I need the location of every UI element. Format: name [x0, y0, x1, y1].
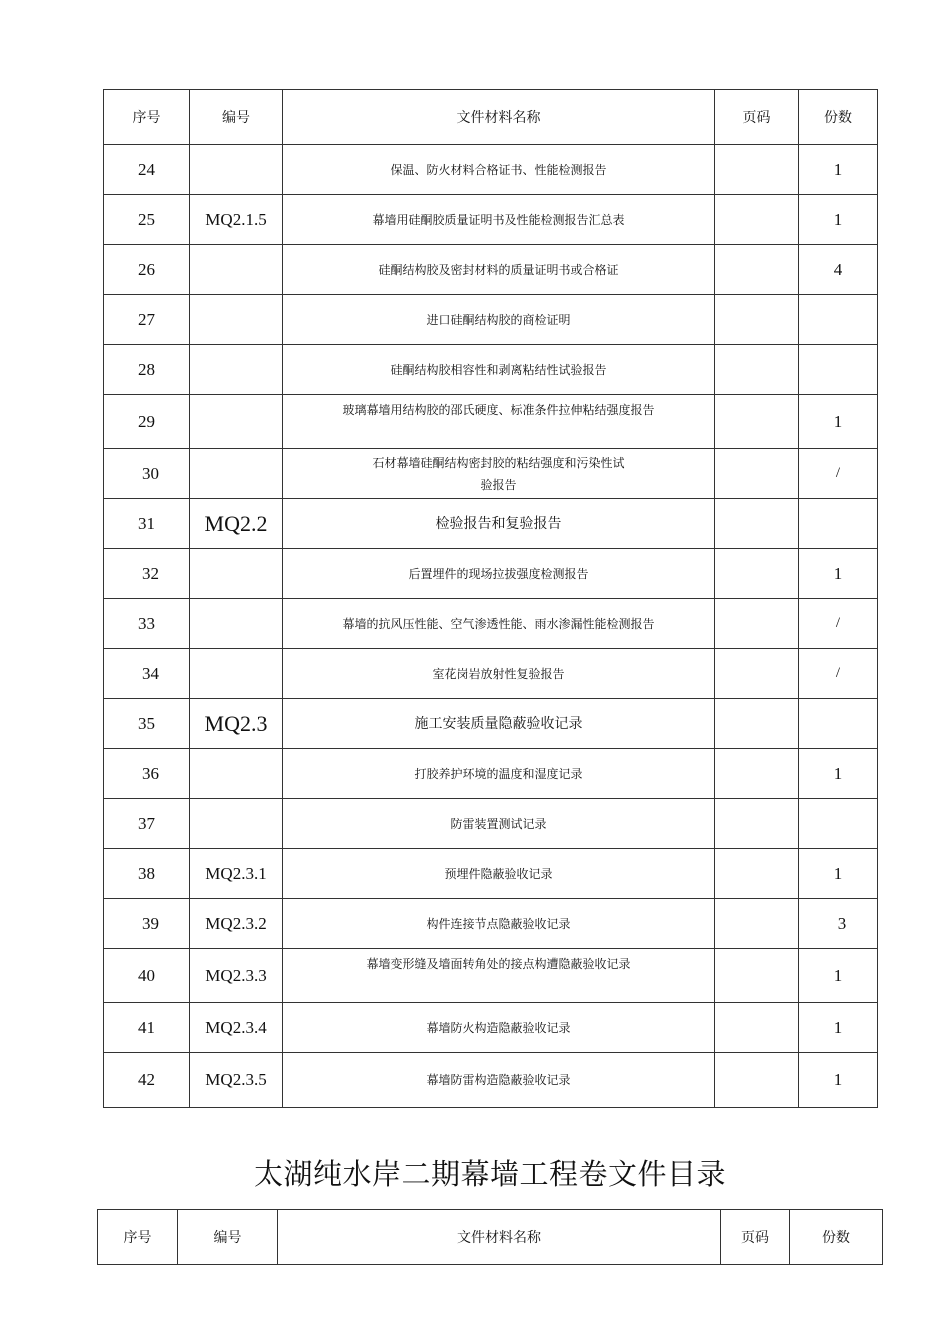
row-file-name: 幕墙变形缝及墙面转角处的接点构遭隐蔽验收记录: [283, 949, 715, 1003]
table-row: [104, 245, 878, 295]
row-page: [715, 599, 799, 649]
second-catalog-table: [97, 1209, 883, 1265]
table-row: [104, 849, 878, 899]
row-file-name: 幕墙的抗风压性能、空气渗透性能、雨水渗漏性能检测报告: [283, 599, 715, 649]
row-page: [715, 1003, 799, 1053]
row-copies: 1: [799, 195, 878, 245]
header-code: 编号: [178, 1210, 278, 1265]
table-row: [104, 345, 878, 395]
row-code: [190, 649, 283, 699]
row-code: [190, 145, 283, 195]
row-page: [715, 799, 799, 849]
row-copies: 1: [799, 1003, 878, 1053]
table-row: [104, 145, 878, 195]
row-serial: 38: [104, 849, 190, 899]
row-code: MQ2.3.2: [190, 899, 283, 949]
row-serial: 40: [104, 949, 190, 1003]
row-file-name: 预埋件隐蔽验收记录: [283, 849, 715, 899]
row-serial: 36: [104, 749, 190, 799]
header-serial: 序号: [98, 1210, 178, 1265]
row-page: [715, 549, 799, 599]
table-row: [104, 699, 878, 749]
table-row: [104, 1003, 878, 1053]
row-page: [715, 499, 799, 549]
row-serial: 35: [104, 699, 190, 749]
row-copies: /: [799, 599, 878, 649]
row-code: [190, 599, 283, 649]
table-row: [104, 949, 878, 1003]
row-code: MQ2.3.4: [190, 1003, 283, 1053]
row-code: MQ2.1.5: [190, 195, 283, 245]
row-code: [190, 245, 283, 295]
table-header-row: [104, 90, 878, 145]
row-serial: 30: [104, 449, 190, 499]
row-page: [715, 245, 799, 295]
table-header-row: [98, 1210, 883, 1265]
header-copies: 份数: [799, 90, 878, 145]
row-code: MQ2.3.3: [190, 949, 283, 1003]
table-row: [104, 899, 878, 949]
row-copies: [799, 499, 878, 549]
row-page: [715, 345, 799, 395]
row-code: MQ2.3: [190, 699, 283, 749]
row-file-name: 幕墙防火构造隐蔽验收记录: [283, 1003, 715, 1053]
row-copies: 1: [799, 749, 878, 799]
table-row: [104, 749, 878, 799]
row-copies: 1: [799, 549, 878, 599]
row-serial: 39: [104, 899, 190, 949]
table-row: [104, 649, 878, 699]
row-copies: [799, 799, 878, 849]
row-code: [190, 395, 283, 449]
row-file-name: 保温、防火材料合格证书、性能检测报告: [283, 145, 715, 195]
row-serial: 26: [104, 245, 190, 295]
header-page: 页码: [715, 90, 799, 145]
row-page: [715, 699, 799, 749]
table-row: [104, 295, 878, 345]
row-copies: [799, 295, 878, 345]
row-file-name: 幕墙用硅酮胶质量证明书及性能检测报告汇总表: [283, 195, 715, 245]
row-code: MQ2.3.1: [190, 849, 283, 899]
table-row: [104, 549, 878, 599]
row-copies: 1: [799, 849, 878, 899]
row-page: [715, 449, 799, 499]
table-row: [104, 1053, 878, 1108]
row-copies: [799, 699, 878, 749]
row-copies: /: [799, 649, 878, 699]
table-row: [104, 599, 878, 649]
header-serial: 序号: [104, 90, 190, 145]
row-copies: 4: [799, 245, 878, 295]
table-row: [104, 799, 878, 849]
row-code: [190, 749, 283, 799]
table-row: [104, 395, 878, 449]
header-copies: 份数: [790, 1210, 883, 1265]
row-copies: 1: [799, 949, 878, 1003]
row-page: [715, 749, 799, 799]
row-serial: 42: [104, 1053, 190, 1108]
row-code: [190, 295, 283, 345]
row-page: [715, 649, 799, 699]
table-row: [104, 195, 878, 245]
row-page: [715, 1053, 799, 1108]
row-page: [715, 395, 799, 449]
row-file-name-line-2: 验报告: [480, 477, 517, 492]
row-file-name: 玻璃幕墙用结构胶的邵氏硬度、标准条件拉伸粘结强度报告: [283, 395, 715, 449]
row-code: [190, 549, 283, 599]
row-file-name: 幕墙防雷构造隐蔽验收记录: [283, 1053, 715, 1108]
row-page: [715, 849, 799, 899]
row-copies: 1: [799, 1053, 878, 1108]
row-file-name: 硅酮结构胶及密封材料的质量证明书或合格证: [283, 245, 715, 295]
header-page: 页码: [721, 1210, 790, 1265]
row-copies: /: [799, 449, 878, 499]
row-file-name-line-1: 石材幕墙硅酮结构密封胶的粘结强度和污染性试: [372, 455, 625, 470]
row-serial: 24: [104, 145, 190, 195]
row-file-name: 施工安装质量隐蔽验收记录: [283, 699, 715, 749]
row-code: [190, 799, 283, 849]
row-code: MQ2.3.5: [190, 1053, 283, 1108]
row-file-name: 室花岗岩放射性复验报告: [283, 649, 715, 699]
header-file-name: 文件材料名称: [278, 1210, 721, 1265]
row-serial: 31: [104, 499, 190, 549]
row-copies: 3: [799, 899, 878, 949]
row-code: MQ2.2: [190, 499, 283, 549]
row-serial: 33: [104, 599, 190, 649]
row-serial: 28: [104, 345, 190, 395]
row-file-name: 后置埋件的现场拉拔强度检测报告: [283, 549, 715, 599]
row-page: [715, 949, 799, 1003]
row-file-name: 进口硅酮结构胶的商检证明: [283, 295, 715, 345]
row-file-name: 硅酮结构胶相容性和剥离粘结性试验报告: [283, 345, 715, 395]
row-file-name: 构件连接节点隐蔽验收记录: [283, 899, 715, 949]
header-file-name: 文件材料名称: [283, 90, 715, 145]
row-file-name: 打胶养护环境的温度和湿度记录: [283, 749, 715, 799]
row-file-name: 防雷装置测试记录: [283, 799, 715, 849]
row-page: [715, 195, 799, 245]
row-file-name: [283, 449, 715, 499]
row-copies: 1: [799, 145, 878, 195]
row-file-name: 检验报告和复验报告: [283, 499, 715, 549]
row-page: [715, 899, 799, 949]
row-copies: 1: [799, 395, 878, 449]
row-serial: 25: [104, 195, 190, 245]
row-copies: [799, 345, 878, 395]
table-row: [104, 499, 878, 549]
header-code: 编号: [190, 90, 283, 145]
row-page: [715, 295, 799, 345]
row-serial: 34: [104, 649, 190, 699]
row-code: [190, 449, 283, 499]
row-serial: 37: [104, 799, 190, 849]
row-serial: 41: [104, 1003, 190, 1053]
row-code: [190, 345, 283, 395]
row-serial: 32: [104, 549, 190, 599]
file-catalog-table: [103, 89, 878, 1108]
table-row: [104, 449, 878, 499]
row-serial: 29: [104, 395, 190, 449]
row-serial: 27: [104, 295, 190, 345]
row-page: [715, 145, 799, 195]
document-title: 太湖纯水岸二期幕墙工程卷文件目录: [253, 1157, 726, 1191]
